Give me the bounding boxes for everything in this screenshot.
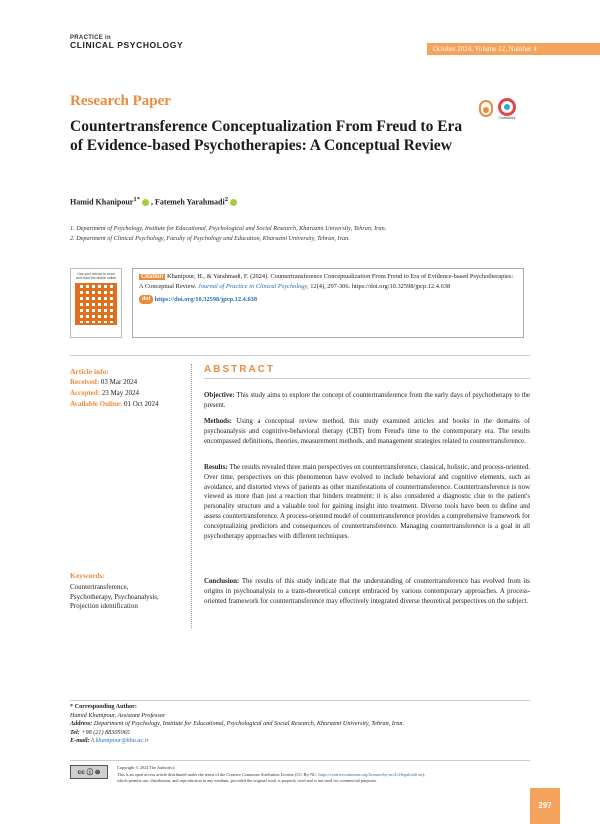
received-date: [70, 378, 137, 386]
abstract-objective: [204, 391, 530, 411]
address-value: Department of Psychology, Institute for Educational, Psychological and Social Research, Kharazmi University, Tehran, Iran.: [93, 720, 404, 728]
license-text: [117, 765, 527, 785]
conclusion-text: The results of this study indicate that the understanding of countertransference has evolved from its origins in psychoanalysis to a trans-theoretical concept embraced by various contemporary approaches. A process-oriented framework for countertransference may effectively integrated diverse theoretical perspectives on the subject.: [204, 578, 530, 605]
crossmark-label: CrossMark: [498, 116, 516, 120]
corresponding-tel: [70, 729, 404, 738]
qr-caption: Use your device to scan and read the article online: [75, 272, 117, 280]
issue-bar: October 2024, Volume 12, Number 4: [427, 43, 600, 55]
tel-label: Tel:: [70, 728, 80, 736]
doi-icon: doi: [139, 295, 153, 304]
received-label: Received:: [70, 378, 100, 386]
qr-code-icon[interactable]: [75, 283, 117, 325]
orcid-icon[interactable]: [230, 199, 237, 206]
email-label: E-mail:: [70, 737, 90, 745]
online-label: Available Online:: [70, 400, 123, 408]
author-2-name: Fatemeh Yarahmadi: [155, 197, 225, 207]
orcid-icon[interactable]: [142, 199, 149, 206]
keyword: Psychotherapy, Psychoanalysis,: [70, 592, 159, 601]
article-type: Research Paper: [70, 93, 171, 109]
crossmark-badge-icon: [498, 98, 516, 116]
doi-link[interactable]: https://doi.org/10.32598/jpcp.12.4.638: [154, 296, 258, 303]
qr-box: [70, 268, 122, 338]
corresponding-address: [70, 720, 404, 729]
citation-label: Citation: [141, 274, 164, 280]
journal-logo-line1: PRACTICE in: [70, 35, 111, 41]
accepted-value: 23 May 2024: [101, 389, 140, 397]
copyright-divider: [70, 760, 530, 761]
abstract-results: [204, 463, 530, 541]
corresponding-author: [70, 703, 404, 746]
page-number: 297: [530, 788, 560, 824]
objective-text: This study aims to explore the concept of countertransference from the early days of psychotherapy to the present.: [204, 392, 530, 409]
address-label: Address:: [70, 720, 93, 728]
keyword: Projection identification: [70, 602, 138, 610]
abstract-conclusion: [204, 577, 530, 606]
footer-divider: [70, 700, 530, 701]
results-label: Results:: [204, 464, 228, 471]
page-title: Countertransference Conceptualization From Freud to Era of Evidence-based Psychotherapies: A Conceptual Review: [70, 118, 463, 154]
license-line: [117, 772, 527, 779]
online-value: 01 Oct 2024: [123, 400, 159, 408]
citation-tail: 12(4), 297-306. https://doi.org/10.32598/jpcp.12.4.638: [310, 283, 451, 290]
article-info-heading: Article info:: [70, 367, 109, 376]
keyword: Countertransference,: [70, 583, 129, 591]
crossmark-icon[interactable]: [497, 98, 517, 120]
online-date: [70, 400, 159, 408]
author-list: Hamid Khanipour$^{1*}$ , Fatemeh Yarahmadi$^2$: [70, 196, 239, 207]
email-link[interactable]: h.khanipour@khu.ac.ir: [91, 737, 149, 745]
tel-value: +98 (21) 88305065: [81, 728, 130, 736]
journal-logo-line2: CLINICAL PSYCHOLOGY: [70, 40, 184, 50]
methods-label: Methods:: [204, 418, 232, 425]
methods-text: Using a conceptual review method, this study examined articles and books in the domains of psychoanalysis and cognitive-behavioral therapy (CBT) from Freud's time to the contemporary era. The results encompassed definitions, theories, measurement methods, and management strategies related to countertransference.: [204, 418, 530, 445]
author-1-name: Hamid Khanipour: [70, 197, 134, 207]
abstract-heading: ABSTRACT: [204, 364, 530, 379]
citation-journal: Journal of Practice in Clinical Psychology,: [197, 283, 309, 290]
conclusion-label: Conclusion:: [204, 578, 240, 585]
doi-line: [139, 295, 517, 304]
journal-logo: [70, 35, 183, 50]
citation-box: [132, 268, 524, 338]
received-value: 03 Mar 2024: [100, 378, 138, 386]
affiliation-1: 1. Department of Psychology, Institute for Educational, Psychological and Social Research, Kharazmi University, Tehran, Iran.: [70, 225, 387, 232]
license-terms: which permits use, distribution, and reproduction in any medium, provided the original work is properly cited and is not used for commercial purposes.: [117, 778, 378, 784]
corresponding-email: [70, 737, 404, 746]
author-1-affiliation: 1*: [133, 196, 141, 203]
corresponding-heading: * Corresponding Author:: [70, 703, 137, 710]
keywords-list: [70, 583, 159, 612]
cc-license-icon[interactable]: cc ⓘ ⊜: [70, 765, 108, 779]
keywords-heading: Keywords:: [70, 571, 105, 580]
objective-label: Objective:: [204, 392, 235, 399]
corresponding-name: Hamid Khanipour, Assistant Professor: [70, 711, 166, 719]
section-divider: [70, 355, 530, 356]
results-text: The results revealed three main perspectives on countertransference, classical, holistic, and process-oriented. Over time, perspectives on this phenomenon have evolved to include behavioral and cognitive elements, such as avoidance, and distorted views of patients as other manifestations of countertransference. Countertransference is now viewed as more than just a reaction that hinders treatment; it is also considered a diagnostic clue to the patient's personality structure and a valuable tool for gaining insight into treatment. Diverse tools have been to define and assess countertransference. A process-oriented model of countertransference provides a comprehensive framework for conceptualizing predictors and consequences of countertransference. Managing countertransference is a goal in all psychotherapy approaches with different techniques.: [204, 464, 530, 540]
accepted-label: Accepted:: [70, 389, 100, 397]
citation-text: [139, 272, 517, 291]
citation-body: Khanipour, H., & Yarahmadi, F. (2024). Countertransference Conceptualization From Freud to Era of Evidence-based Psychotherapies: A Conceptual Review.: [139, 273, 514, 290]
license-statement: This is an open access article distributed under the terms of the Creative Commons Attribution License (CC-By-NC:: [117, 771, 318, 777]
author-2-affiliation: 2: [224, 196, 229, 203]
column-divider: [191, 364, 192, 628]
copyright-line: Copyright © 2024 The Author(s);: [117, 765, 175, 770]
open-access-icon[interactable]: [479, 100, 493, 117]
affiliation-2: 2. Department of Clinical Psychology, Faculty of Psychology and Education, Kharazmi University, Tehran, Iran.: [70, 235, 350, 242]
license-statement-end: ),: [422, 771, 425, 777]
abstract-methods: [204, 417, 530, 446]
accepted-date: [70, 389, 139, 397]
license-link[interactable]: https://creativecommons.org/licenses/by-nc/4.0/legalcode.en: [318, 771, 423, 777]
